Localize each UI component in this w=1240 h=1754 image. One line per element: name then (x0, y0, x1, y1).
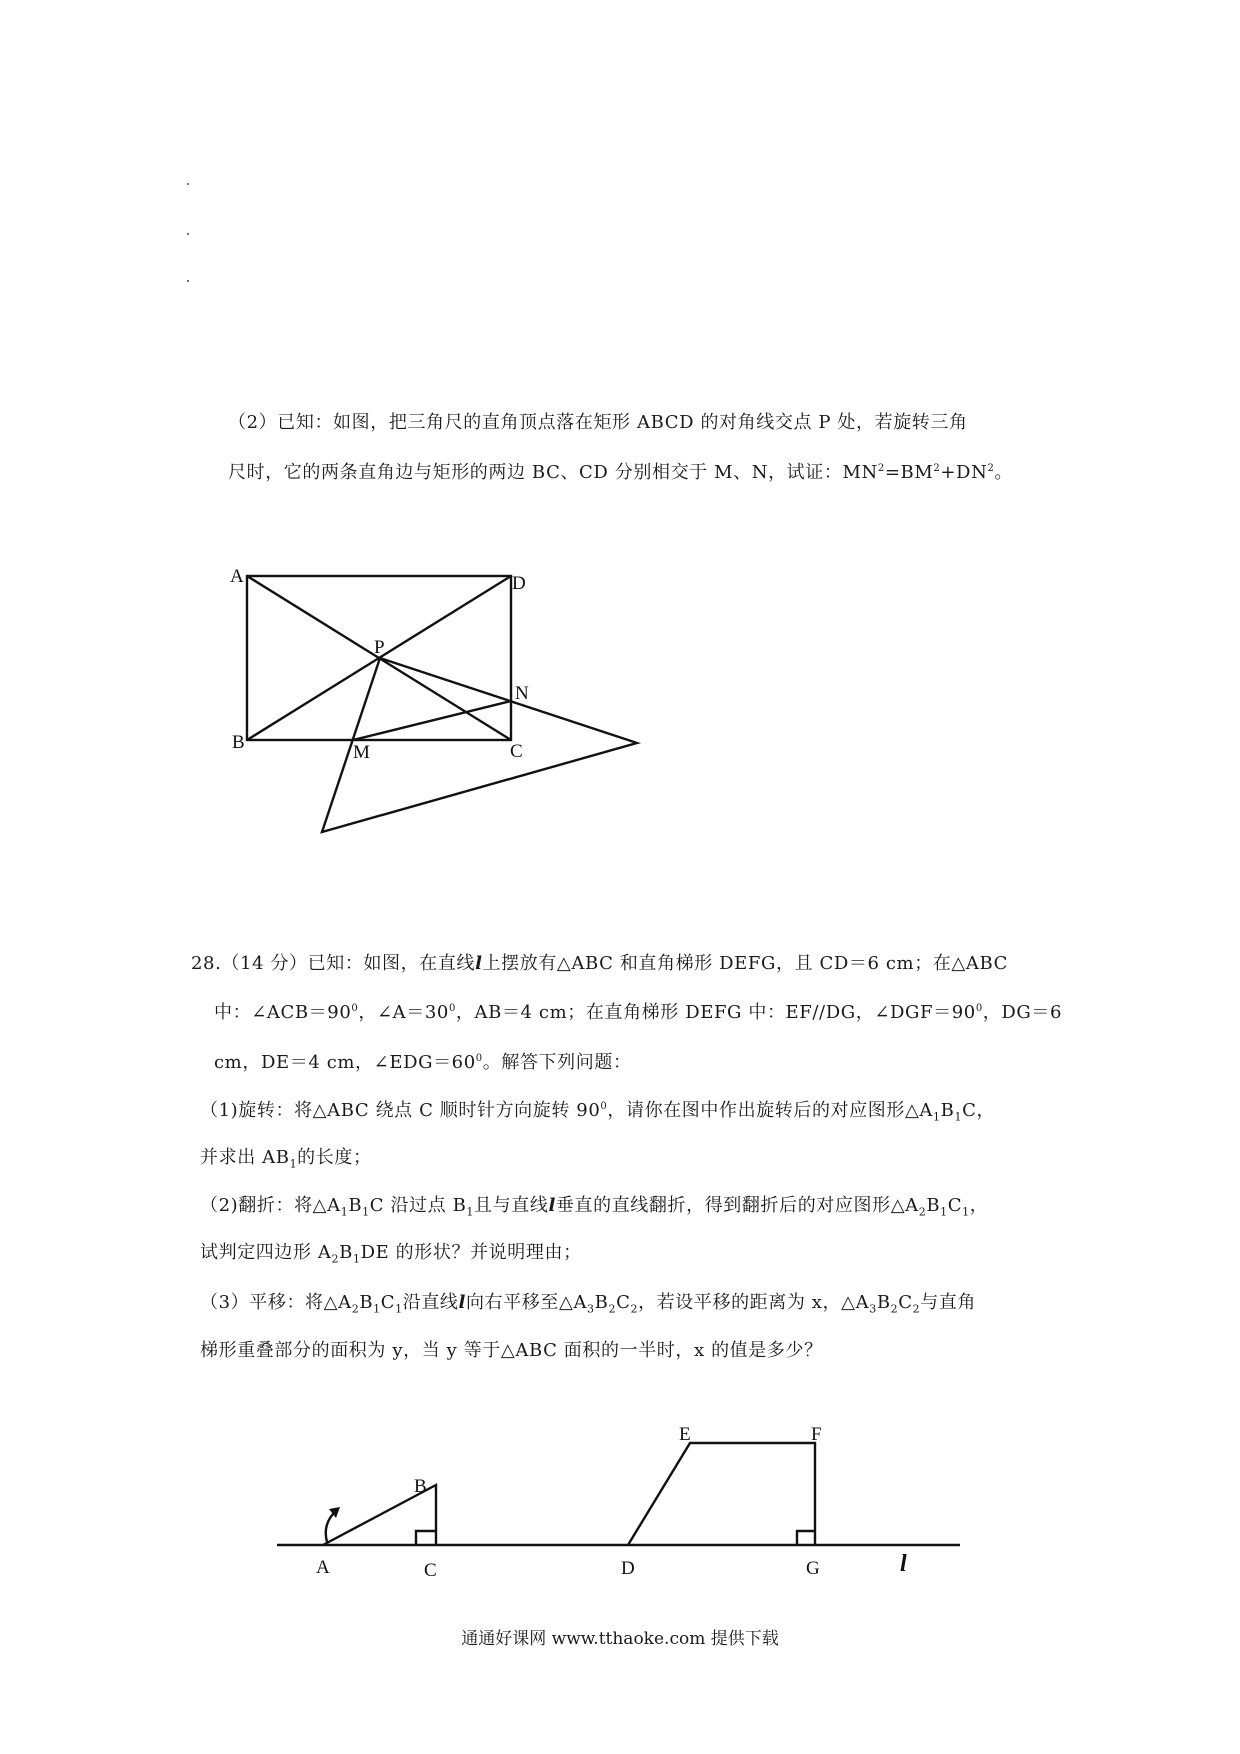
superscript: 2 (987, 463, 995, 474)
subscript: 1 (954, 1110, 963, 1124)
q28-text: （1)旋转：将△ABC 绕点 C 顺时针方向旋转 90 (200, 1100, 601, 1121)
subscript: 3 (587, 1302, 595, 1316)
q27-part2-text: 。 (994, 462, 1014, 483)
superscript: 2 (933, 463, 941, 474)
q28-text: C (380, 1292, 396, 1313)
subscript: 1 (940, 1205, 948, 1219)
subscript: 1 (962, 1205, 970, 1219)
q28-text: B (940, 1100, 955, 1121)
label-l: l (900, 1551, 907, 1577)
label-a: A (230, 566, 244, 587)
subscript: 1 (373, 1302, 381, 1316)
subscript: 2 (351, 1302, 360, 1316)
q28-text: 。解答下列问题： (482, 1052, 632, 1073)
right-angle-c (416, 1531, 436, 1545)
subscript: 1 (466, 1205, 475, 1219)
q28-text: （2)翻折：将△A (200, 1195, 341, 1216)
q28-text: DE 的形状？并说明理由； (360, 1242, 582, 1263)
q27-part2-text: 尺时，它的两条直角边与矩形的两边 BC、CD 分别相交于 M、N，试证：MN (228, 462, 878, 483)
subscript: 2 (630, 1302, 639, 1316)
degree-sup: 0 (351, 1003, 359, 1014)
q28-text: cm，DE＝4 cm，∠EDG＝60 (214, 1052, 476, 1073)
line-l-symbol: l (548, 1195, 556, 1216)
q28-text: 试判定四边形 A (200, 1242, 332, 1263)
label-c: C (424, 1560, 437, 1581)
q28-text: ，若设平移的距离为 x，△A (638, 1292, 870, 1313)
subscript: 2 (918, 1205, 927, 1219)
q28-text: ，请你在图中作出旋转后的对应图形△A (607, 1100, 934, 1121)
label-d: D (512, 573, 526, 594)
q28-text: C， (962, 1100, 996, 1121)
degree-sup: 0 (975, 1003, 983, 1014)
label-m: M (353, 742, 370, 763)
label-f: F (811, 1424, 822, 1445)
subscript: 1 (289, 1157, 298, 1171)
q28-text: ，DG＝6 (982, 1002, 1063, 1023)
q27-part2-text: （2）已知：如图，把三角尺的直角顶点落在矩形 ABCD 的对角线交点 P 处，若旋转三角 (228, 412, 968, 433)
subscript: 1 (340, 1205, 349, 1219)
subscript: 1 (933, 1110, 941, 1124)
line-l-symbol: l (458, 1292, 466, 1313)
label-e: E (679, 1424, 691, 1445)
footer-credit: 通通好课网 www.tthaoke.com 提供下载 (461, 1629, 779, 1649)
subscript: 1 (362, 1205, 370, 1219)
q28-text: C (947, 1195, 963, 1216)
subscript: 2 (912, 1302, 921, 1316)
q28-text: 沿直线 (402, 1292, 459, 1313)
q28-text: 垂直的直线翻折，得到翻折后的对应图形△A (555, 1195, 919, 1216)
q27-part2-text: =BM (884, 462, 934, 483)
degree-sup: 0 (600, 1101, 608, 1112)
q28-text: 向右平移至△A (466, 1292, 588, 1313)
q28-text: ，AB＝4 cm；在直角梯形 DEFG 中：EF//DG，∠DGF＝90 (455, 1002, 976, 1023)
q28-text: B (359, 1292, 374, 1313)
label-b: B (232, 732, 245, 753)
degree-sup: 0 (448, 1003, 456, 1014)
q28-text: ，∠A＝30 (358, 1002, 449, 1023)
line-l-symbol: l (475, 953, 483, 974)
q28-text: 上摆放有△ABC 和直角梯形 DEFG，且 CD＝6 cm；在△ABC (482, 953, 1008, 974)
subscript: 2 (608, 1302, 617, 1316)
right-angle-g (797, 1531, 815, 1545)
trapezoid-defg (628, 1443, 815, 1545)
q28-text: （3）平移：将△A (200, 1292, 352, 1313)
degree-sup: 0 (475, 1053, 483, 1064)
q28-text: B (926, 1195, 941, 1216)
subscript: 2 (890, 1302, 899, 1316)
label-g: G (806, 1558, 820, 1579)
label-n: N (515, 683, 529, 704)
label-c: C (510, 741, 523, 762)
q28-text: B (339, 1242, 353, 1263)
q28-text: C (616, 1292, 631, 1313)
q28-text: 并求出 AB (200, 1147, 290, 1168)
q28-text: 的长度； (297, 1147, 372, 1168)
q28-text: 梯形重叠部分的面积为 y，当 y 等于△ABC 面积的一半时，x 的值是多少？ (200, 1340, 823, 1361)
q28-text: B (594, 1292, 609, 1313)
q28-text: 与直角 (920, 1292, 977, 1313)
label-p: P (374, 637, 385, 658)
q28-text: 28.（14 分）已知：如图，在直线 (191, 953, 476, 974)
q28-text: C (898, 1292, 913, 1313)
label-b: B (414, 1476, 427, 1497)
subscript: 1 (395, 1302, 403, 1316)
q27-part2-text: +DN (940, 462, 988, 483)
q28-text: B (876, 1292, 891, 1313)
q28-text: 且与直线 (474, 1195, 549, 1216)
label-d: D (621, 1558, 635, 1579)
q28-text: C 沿过点 B (369, 1195, 467, 1216)
superscript: 2 (877, 463, 885, 474)
label-a: A (316, 1557, 330, 1578)
q28-text: B (348, 1195, 363, 1216)
subscript: 1 (352, 1252, 361, 1266)
q28-text: 中：∠ACB＝90 (214, 1002, 352, 1023)
subscript: 2 (331, 1252, 340, 1266)
q28-text: ， (969, 1195, 989, 1216)
subscript: 3 (869, 1302, 877, 1316)
